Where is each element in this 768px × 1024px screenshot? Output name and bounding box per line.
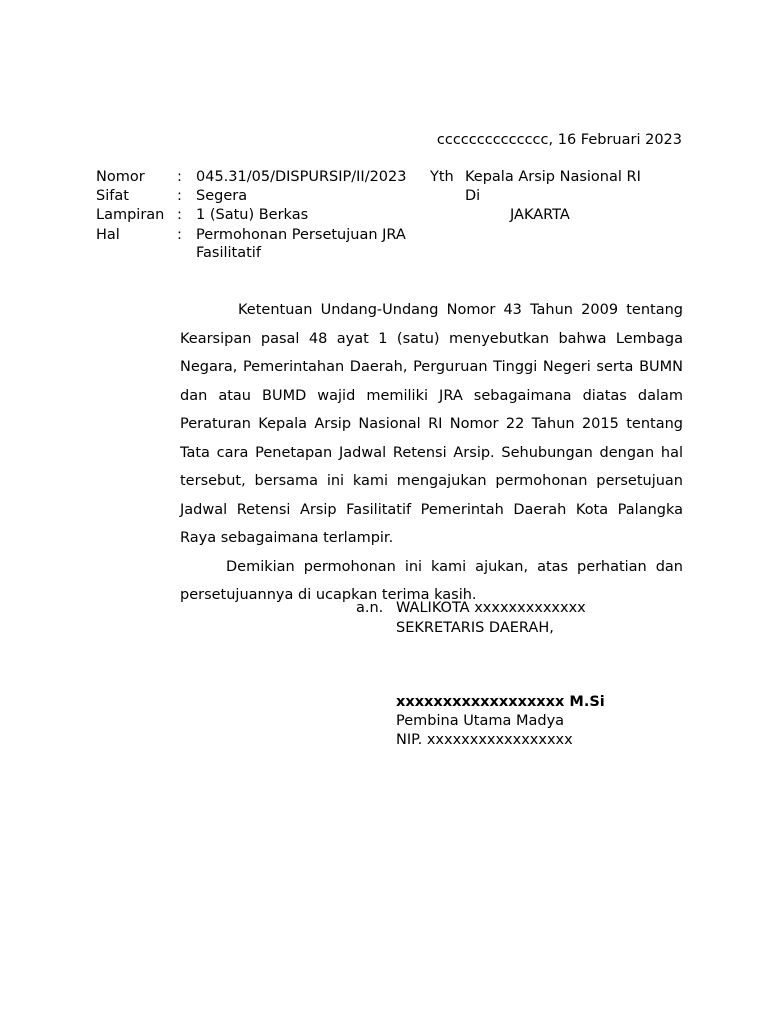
addressee-line-1: Kepala Arsip Nasional RI	[465, 169, 641, 185]
header-colon: :	[177, 188, 182, 204]
header-label-hal: Hal	[96, 227, 120, 243]
header-label-sifat: Sifat	[96, 188, 129, 204]
signature-an: a.n.	[356, 600, 384, 616]
letter-body	[180, 296, 683, 610]
body-paragraph-2: Demikian permohonan ini kami ajukan, atas perhatian dan persetujuannya di ucapkan terima kasih.	[180, 558, 683, 603]
addressee-yth: Yth	[430, 169, 454, 185]
addressee-line-2: Di	[465, 188, 481, 204]
letter-date: cccccccccccccc, 16 Februari 2023	[436, 132, 682, 148]
signatory-name: xxxxxxxxxxxxxxxxxx M.Si	[396, 694, 605, 710]
header-value-hal-continued: Fasilitatif	[196, 245, 261, 261]
header-label-lampiran: Lampiran	[96, 207, 165, 223]
signature-title-2: SEKRETARIS DAERAH,	[396, 620, 554, 636]
header-value-nomor: 045.31/05/DISPURSIP/II/2023	[196, 169, 407, 185]
header-label-nomor: Nomor	[96, 169, 145, 185]
addressee-city: JAKARTA	[510, 207, 570, 223]
header-value-lampiran: 1 (Satu) Berkas	[196, 207, 309, 223]
body-paragraph-1: Ketentuan Undang-Undang Nomor 43 Tahun 2009 tentang Kearsipan pasal 48 ayat 1 (satu) menyebutkan bahwa Lembaga Negara, Pemerintahan Daerah, Perguruan Tinggi Negeri serta BUMN dan atau BUMD wajid memiliki JRA sebagaimana diatas dalam Peraturan Kepala Arsip Nasional RI Nomor 22 Tahun 2015 tentang Tata cara Penetapan Jadwal Retensi Arsip. Sehubungan dengan hal tersebut, bersama ini kami mengajukan permohonan persetujuan Jadwal Retensi Arsip Fasilitatif Pemerintah Daerah Kota Palangka Raya sebagaimana terlampir.	[180, 302, 683, 546]
header-colon: :	[177, 207, 182, 223]
header-colon: :	[177, 169, 182, 185]
header-colon: :	[177, 227, 182, 243]
signatory-nip: NIP. xxxxxxxxxxxxxxxxx	[396, 732, 573, 748]
header-value-sifat: Segera	[196, 188, 248, 204]
header-value-hal: Permohonan Persetujuan JRA	[196, 227, 406, 243]
signatory-rank: Pembina Utama Madya	[396, 713, 565, 729]
signature-title-1: WALIKOTA xxxxxxxxxxxxx	[396, 600, 586, 616]
